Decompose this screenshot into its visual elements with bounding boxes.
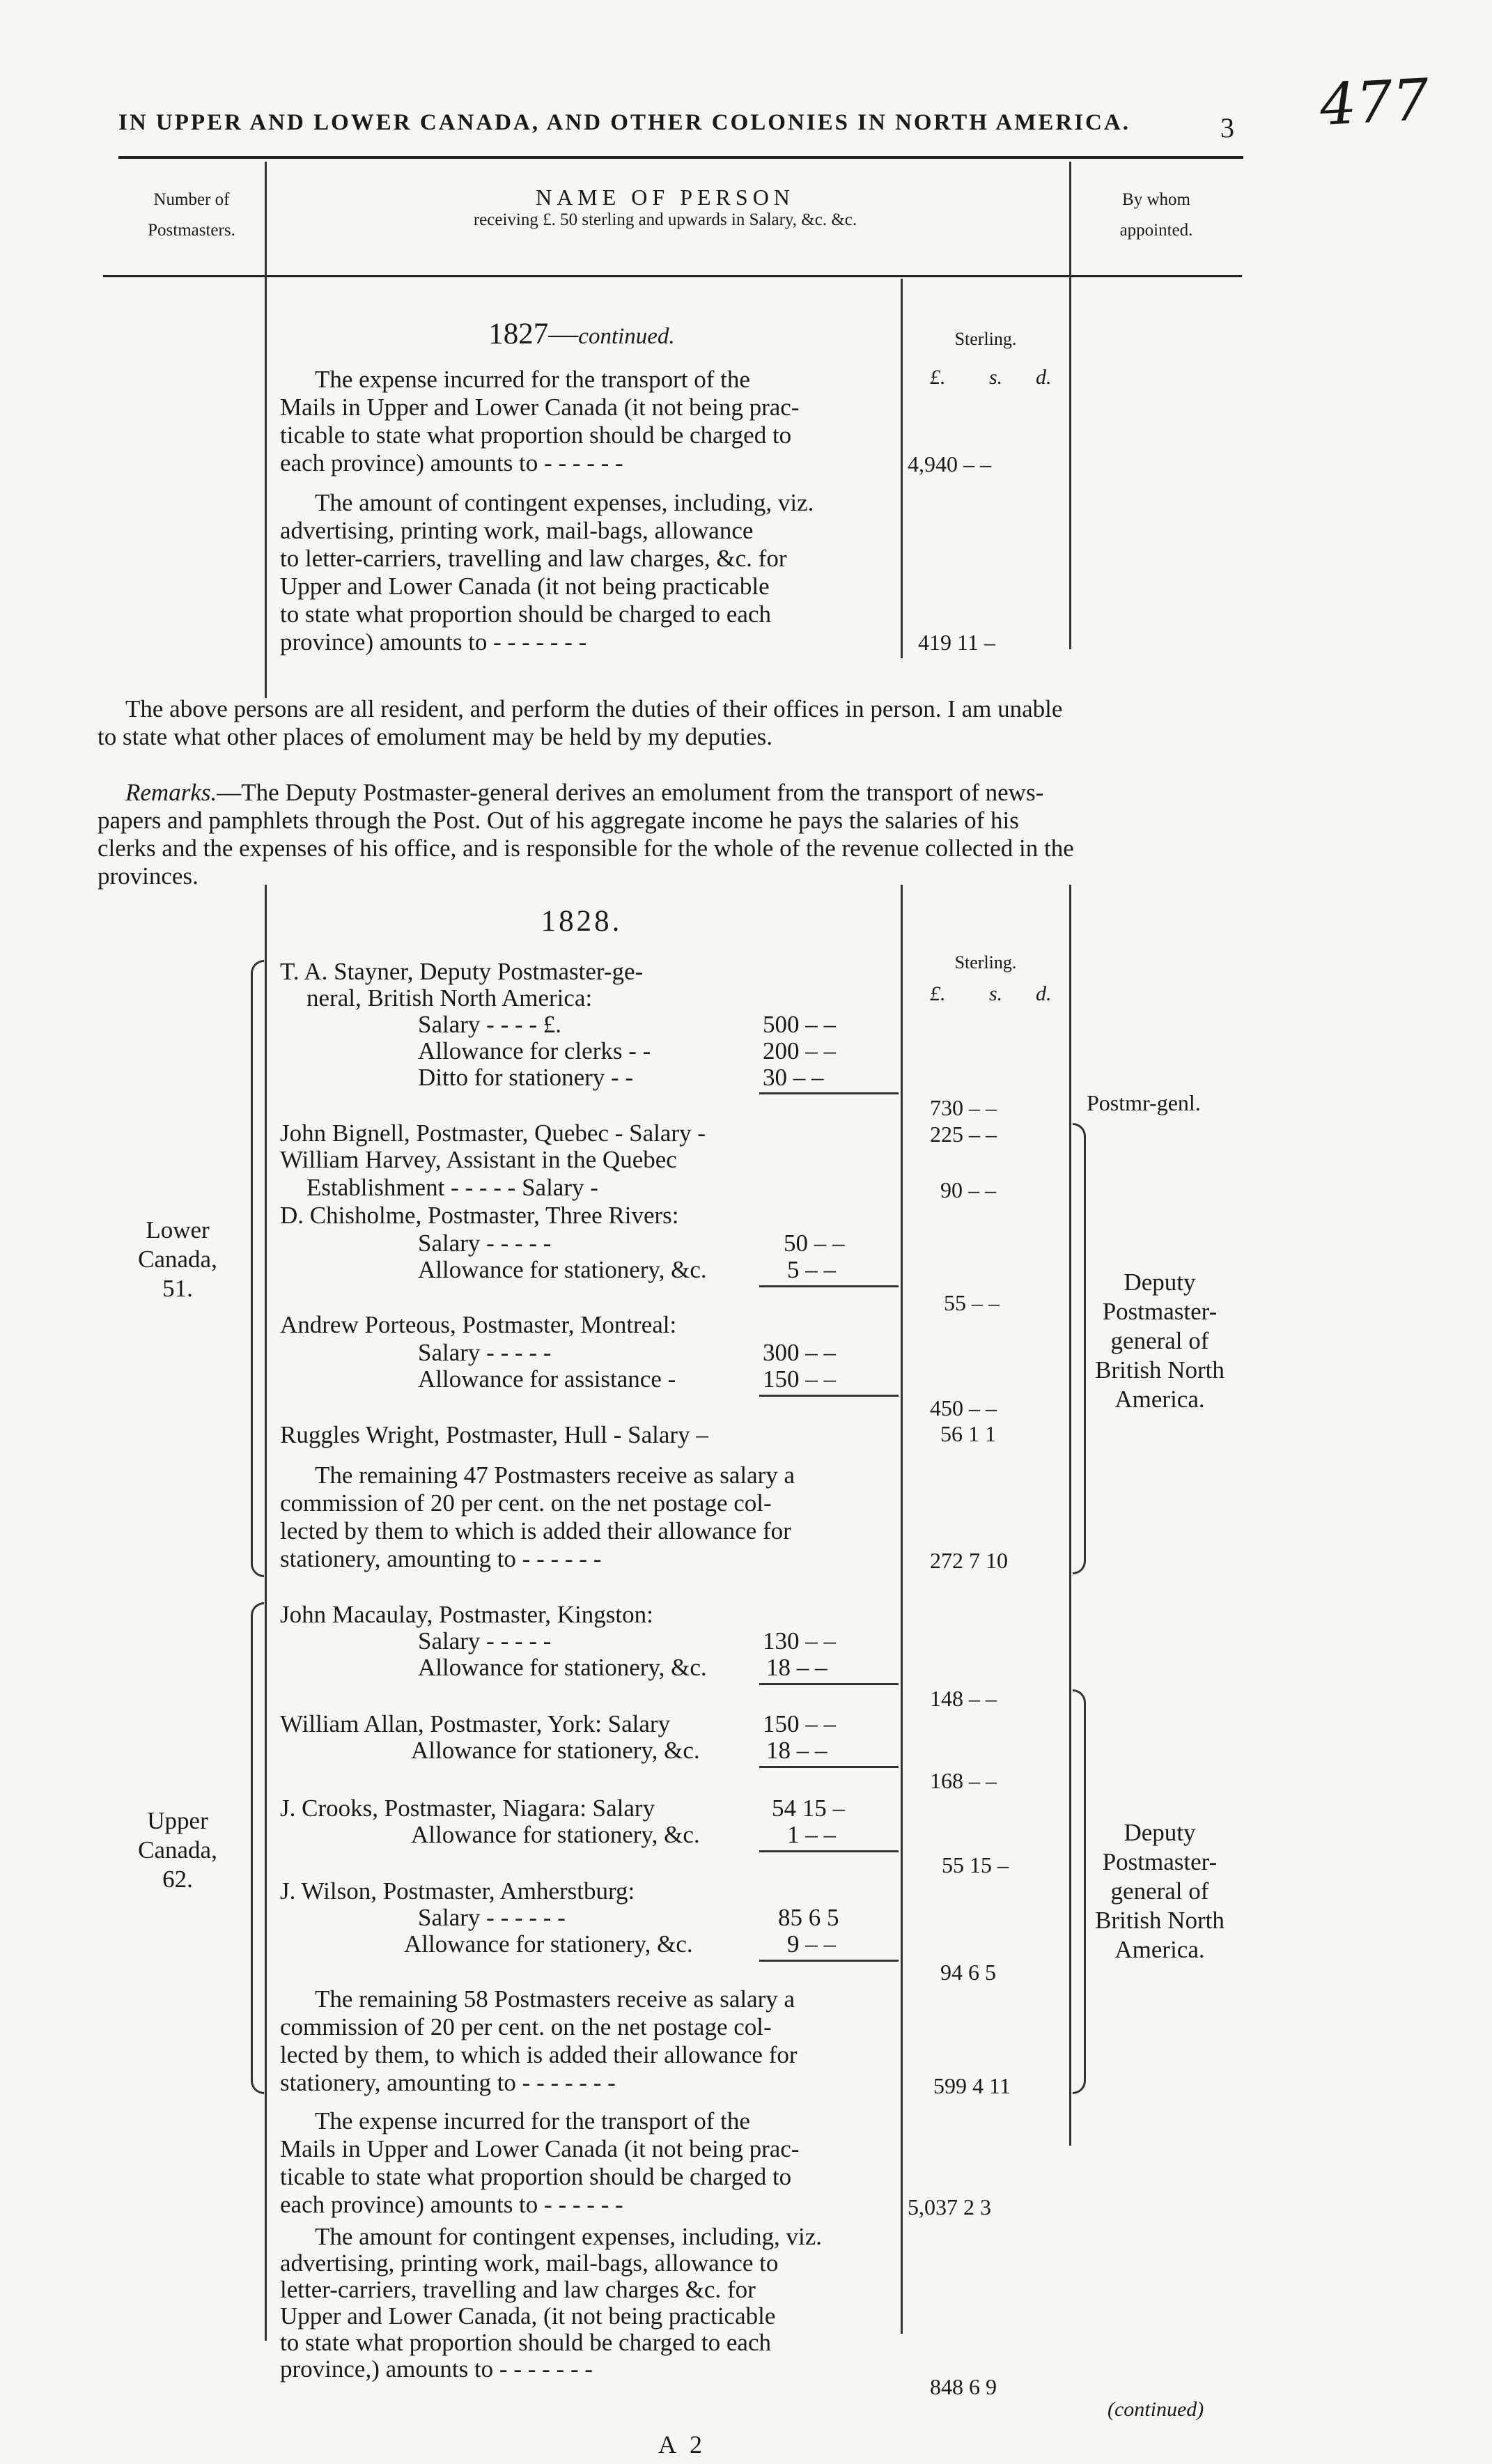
remarks — [98, 779, 1243, 890]
contingent-1827 — [280, 489, 886, 656]
upper-canada-brace — [251, 1602, 264, 2094]
col-head-number — [118, 185, 265, 246]
col-head-name — [265, 185, 1066, 230]
chisholme-stationery-label: Allowance for stationery, &c. — [418, 1256, 707, 1283]
remarks-line: provinces. — [98, 862, 199, 890]
contingent-1827-line: to state what proportion should be charged to each — [280, 600, 771, 628]
col-head-number-line1: Number of — [153, 190, 230, 209]
year-1827: 1827—continued. — [488, 318, 675, 350]
appointed-line: America. — [1114, 1386, 1205, 1413]
appointed-line: general of — [1110, 1327, 1209, 1354]
contingent-1828-amount: 848 6 9 — [930, 2374, 997, 2399]
contingent-1827-line: to letter-carriers, travelling and law charges, &c. for — [280, 545, 787, 572]
macaulay-line: John Macaulay, Postmaster, Kingston: — [280, 1601, 653, 1628]
transport-1828-line: Mails in Upper and Lower Canada (it not being prac- — [280, 2135, 800, 2162]
crooks-total: 55 15 – — [942, 1852, 1009, 1877]
chisholme-total: 55 – – — [944, 1290, 1000, 1315]
stayner-stationery-amount: 30 – – — [763, 1064, 824, 1091]
appointed-deputy-lower — [1083, 1268, 1236, 1414]
macaulay-total: 148 – – — [930, 1686, 997, 1711]
handwritten-folio-number: 477 — [1318, 66, 1431, 139]
remaining-58-line: commission of 20 per cent. on the net postage col- — [280, 2013, 772, 2040]
contingent-1828-line: The amount for contingent expenses, including, viz. — [315, 2223, 823, 2250]
col-head-appointed — [1073, 185, 1240, 246]
contingent-1828-line: province,) amounts to - - - - - - - — [280, 2355, 593, 2382]
vrule-sterling-1827 — [901, 279, 903, 658]
vrule-right-1827 — [1069, 162, 1071, 649]
stayner-clerks-label: Allowance for clerks - - — [418, 1037, 651, 1064]
wilson-total: 94 6 5 — [940, 1960, 996, 1985]
region-lower-line: Lower — [146, 1216, 210, 1243]
continued-label: continued. — [578, 324, 675, 349]
transport-1828-amount: 5,037 2 3 — [908, 2194, 991, 2219]
transport-1828 — [280, 2107, 886, 2219]
contingent-1828-line: letter-carriers, travelling and law charges &c. for — [280, 2276, 756, 2303]
porteous-assistance-amount: 150 – – — [763, 1365, 836, 1393]
remaining-58-amount: 599 4 11 — [933, 2073, 1011, 2098]
porteous-line: Andrew Porteous, Postmaster, Montreal: — [280, 1311, 677, 1338]
wilson-salary-label: Salary - - - - - - — [418, 1904, 566, 1931]
appointed-line: Deputy — [1124, 1819, 1196, 1846]
wright-amount: 56 1 1 — [940, 1421, 996, 1446]
resident-statement — [98, 695, 1243, 751]
contingent-1828-line: to state what proportion should be charged to each — [280, 2329, 771, 2356]
allan-salary-amount: 150 – – — [763, 1710, 836, 1737]
contingent-1828-line: advertising, printing work, mail-bags, allowance to — [280, 2249, 779, 2277]
chisholme-sum-rule — [759, 1285, 899, 1287]
appointed-line: America. — [1114, 1936, 1205, 1963]
region-upper-canada — [118, 1806, 237, 1894]
remaining-47-line: lected by them to which is added their allowance for — [280, 1517, 791, 1544]
crooks-line: J. Crooks, Postmaster, Niagara: Salary — [280, 1795, 655, 1822]
appointed-line: Postmaster- — [1102, 1848, 1218, 1875]
col-head-number-line2: Postmasters. — [148, 221, 235, 240]
col-head-appointed-line1: By whom — [1122, 190, 1190, 209]
stayner-line-1: T. A. Stayner, Deputy Postmaster-ge- — [280, 958, 644, 985]
appointed-line: general of — [1110, 1877, 1209, 1905]
allan-total: 168 – – — [930, 1768, 997, 1793]
pound-head-1828: £. — [930, 982, 946, 1005]
harvey-amount: 90 – – — [940, 1177, 996, 1202]
appointed-line: British North — [1095, 1356, 1225, 1384]
stayner-sum-rule — [759, 1092, 899, 1094]
transport-1827-line: Mails in Upper and Lower Canada (it not being prac- — [280, 394, 800, 421]
remarks-label: Remarks. — [125, 779, 217, 806]
transport-1827 — [280, 366, 886, 477]
resident-line: The above persons are all resident, and perform the duties of their offices in person. I am unable — [125, 695, 1063, 722]
transport-1828-line: The expense incurred for the transport of the — [315, 2107, 750, 2134]
vrule-left-1828 — [265, 885, 267, 2341]
allan-stationery-amount: 18 – – — [766, 1737, 827, 1764]
region-upper-line: Upper — [147, 1807, 208, 1834]
transport-1828-line: ticable to state what proportion should be charged to — [280, 2163, 792, 2190]
transport-1827-line: ticable to state what proportion should be charged to — [280, 421, 792, 449]
allan-line: William Allan, Postmaster, York: Salary — [280, 1710, 671, 1737]
contingent-1828 — [280, 2224, 886, 2382]
porteous-sum-rule — [759, 1395, 899, 1397]
wright-entry: Ruggles Wright, Postmaster, Hull - Salary – — [280, 1421, 708, 1448]
appointed-line: British North — [1095, 1907, 1225, 1934]
wilson-salary-amount: 85 6 5 — [778, 1904, 839, 1931]
appointed-line: Deputy — [1124, 1269, 1196, 1296]
stayner-salary-label: Salary - - - - £. — [418, 1011, 562, 1038]
region-lower-line: 51. — [162, 1275, 193, 1302]
remarks-line: clerks and the expenses of his office, and is responsible for the whole of the revenue collected in the — [98, 835, 1074, 862]
sterling-head-1828: Sterling. — [954, 952, 1017, 973]
macaulay-salary-label: Salary - - - - - — [418, 1627, 552, 1655]
bignell-entry: John Bignell, Postmaster, Quebec - Salary - — [280, 1119, 706, 1147]
crooks-sum-rule — [759, 1850, 899, 1852]
remaining-58-line: The remaining 58 Postmasters receive as salary a — [315, 1985, 795, 2013]
vrule-right-1828 — [1069, 885, 1071, 2146]
wilson-sum-rule — [759, 1960, 899, 1962]
col-head-name-sub: receiving £. 50 sterling and upwards in Salary, &c. &c. — [473, 210, 857, 229]
chisholme-stationery-amount: 5 – – — [787, 1256, 836, 1283]
remaining-47-amount: 272 7 10 — [930, 1548, 1008, 1573]
stayner-salary-amount: 500 – – — [763, 1011, 836, 1038]
transport-1827-line: each province) amounts to - - - - - - — [280, 449, 623, 476]
vrule-sterling-1828 — [901, 885, 903, 2334]
year-1828: 1828. — [541, 905, 623, 938]
page-number: 3 — [1220, 112, 1234, 144]
remaining-47 — [280, 1462, 886, 1573]
vrule-left-1827 — [265, 162, 267, 698]
contingent-1827-amount: 419 11 – — [918, 630, 995, 655]
header-rule — [118, 156, 1243, 159]
remarks-line: —The Deputy Postmaster-general derives an emolument from the transport of news- — [217, 779, 1044, 806]
continued-note: (continued) — [1108, 2398, 1204, 2421]
appointed-deputy-upper — [1083, 1818, 1236, 1965]
macaulay-stationery-amount: 18 – – — [766, 1654, 827, 1681]
wilson-line: J. Wilson, Postmaster, Amherstburg: — [280, 1877, 635, 1905]
signature-mark: A 2 — [658, 2431, 707, 2458]
crooks-stationery-amount: 1 – – — [787, 1821, 836, 1848]
appointed-postmaster-general: Postmr-genl. — [1087, 1090, 1201, 1115]
col-head-name-title: NAME OF PERSON — [536, 185, 795, 210]
appointed-line: Postmaster- — [1102, 1298, 1218, 1325]
contingent-1827-line: province) amounts to - - - - - - - — [280, 628, 587, 656]
allan-stationery-label: Allowance for stationery, &c. — [411, 1737, 700, 1764]
region-lower-line: Canada, — [138, 1246, 217, 1273]
stayner-clerks-amount: 200 – – — [763, 1037, 836, 1064]
shilling-head-1827: s. — [989, 366, 1003, 389]
pence-head-1828: d. — [1036, 982, 1052, 1005]
region-upper-line: Canada, — [138, 1836, 217, 1864]
bignell-amount: 225 – – — [930, 1122, 997, 1147]
porteous-salary-label: Salary - - - - - — [418, 1339, 552, 1366]
porteous-salary-amount: 300 – – — [763, 1339, 836, 1366]
contingent-1828-line: Upper and Lower Canada, (it not being practicable — [280, 2302, 776, 2330]
contingent-1827-line: Upper and Lower Canada (it not being practicable — [280, 573, 770, 600]
contingent-1827-line: The amount of contingent expenses, including, viz. — [315, 489, 814, 516]
allan-sum-rule — [759, 1766, 899, 1768]
resident-line: to state what other places of emolument may be held by my deputies. — [98, 723, 773, 750]
transport-1827-amount: 4,940 – – — [908, 451, 991, 476]
harvey-line-1: William Harvey, Assistant in the Quebec — [280, 1146, 677, 1173]
wilson-stationery-amount: 9 – – — [787, 1930, 836, 1958]
remarks-line: papers and pamphlets through the Post. Out of his aggregate income he pays the salaries of his — [98, 807, 1019, 834]
pound-head-1827: £. — [930, 366, 946, 389]
remaining-47-line: stationery, amounting to - - - - - - — [280, 1545, 602, 1572]
col-head-appointed-line2: appointed. — [1119, 221, 1193, 240]
remaining-47-line: commission of 20 per cent. on the net postage col- — [280, 1489, 772, 1517]
remaining-58 — [280, 1985, 886, 2097]
macaulay-salary-amount: 130 – – — [763, 1627, 836, 1655]
remaining-47-line: The remaining 47 Postmasters receive as salary a — [315, 1462, 795, 1489]
remaining-58-line: stationery, amounting to - - - - - - - — [280, 2069, 616, 2096]
macaulay-stationery-label: Allowance for stationery, &c. — [418, 1654, 707, 1681]
contingent-1827-line: advertising, printing work, mail-bags, allowance — [280, 517, 754, 544]
sterling-head-1827: Sterling. — [954, 329, 1017, 349]
lower-canada-brace — [251, 960, 264, 1577]
crooks-salary-amount: 54 15 – — [772, 1795, 845, 1822]
region-lower-canada — [118, 1216, 237, 1303]
harvey-line-2: Establishment - - - - - Salary - — [306, 1174, 598, 1201]
shilling-head-1828: s. — [989, 982, 1003, 1005]
porteous-total: 450 – – — [930, 1395, 997, 1420]
stayner-line-2: neral, British North America: — [306, 984, 593, 1012]
chisholme-salary-amount: 50 – – — [784, 1230, 845, 1257]
porteous-assistance-label: Allowance for assistance - — [418, 1365, 676, 1393]
stayner-total: 730 – – — [930, 1095, 997, 1120]
running-head: IN UPPER AND LOWER CANADA, AND OTHER COLONIES IN NORTH AMERICA. — [118, 110, 1130, 135]
remaining-58-line: lected by them, to which is added their allowance for — [280, 2041, 798, 2068]
chisholme-line: D. Chisholme, Postmaster, Three Rivers: — [280, 1202, 679, 1229]
stayner-stationery-label: Ditto for stationery - - — [418, 1064, 634, 1091]
crooks-stationery-label: Allowance for stationery, &c. — [411, 1821, 700, 1848]
wilson-stationery-label: Allowance for stationery, &c. — [404, 1930, 693, 1958]
chisholme-salary-label: Salary - - - - - — [418, 1230, 552, 1257]
transport-1827-line: The expense incurred for the transport of the — [315, 366, 750, 393]
pence-head-1827: d. — [1036, 366, 1052, 389]
transport-1828-line: each province) amounts to - - - - - - — [280, 2191, 623, 2218]
macaulay-sum-rule — [759, 1683, 899, 1685]
region-upper-line: 62. — [162, 1866, 193, 1893]
